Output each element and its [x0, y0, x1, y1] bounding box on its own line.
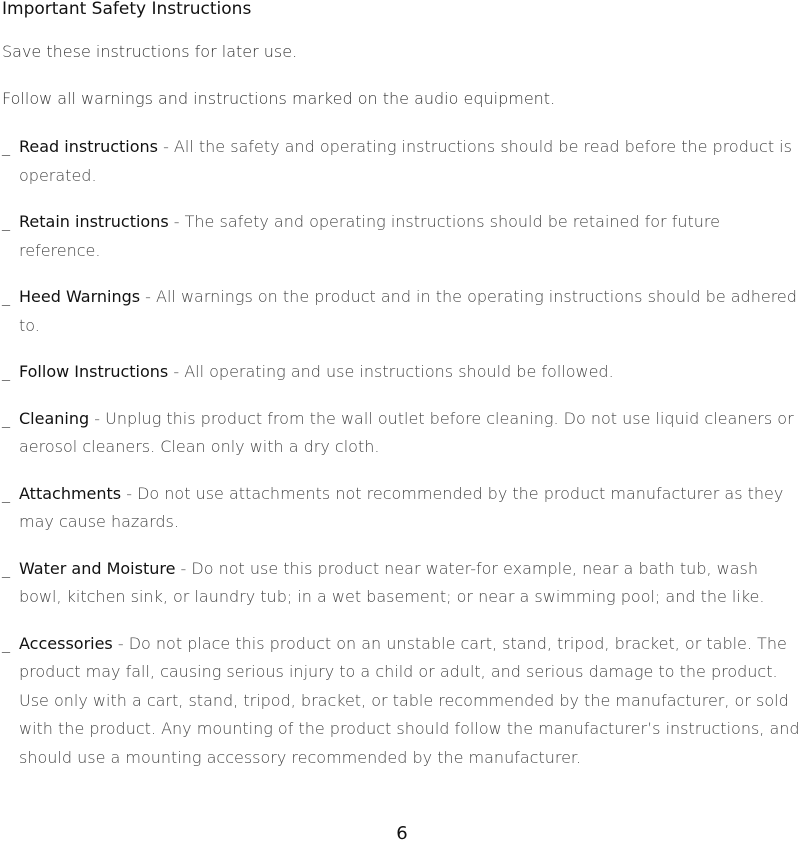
- item-description: - Unplug this product from the wall outlet before cleaning. Do not use liquid cleaners or aerosol cleaners. Clean only with a dry cloth.: [19, 408, 794, 456]
- bullet-marker: _: [2, 558, 10, 578]
- item-description: - All operating and use instructions should be followed.: [168, 362, 614, 381]
- list-item-retain-instructions: [0, 208, 804, 265]
- item-description: - Do not place this product on an unstable cart, stand, tripod, bracket, or table. The product may fall, causing serious injury to a child or adult, and serious damage to the product. Use only with a cart, stand, tripod, bracket, or table recommended by the manufacturer, or sold with the product. Any mounting of the product should follow the manufacturer’s instructions, and should use a mounting accessory recommended by the manufacturer.: [19, 633, 800, 767]
- list-item-accessories: [0, 630, 804, 773]
- item-description: - All the safety and operating instructions should be read before the product is operated.: [19, 137, 792, 185]
- list-item-read-instructions: [0, 133, 804, 190]
- item-term: Read instructions: [19, 137, 158, 156]
- item-term: Heed Warnings: [19, 287, 141, 306]
- page-title: Important Safety Instructions: [2, 0, 252, 19]
- intro-save-instructions: Save these instructions for later use.: [2, 42, 298, 61]
- list-item-heed-warnings: [0, 283, 804, 340]
- item-description: - All warnings on the product and in the operating instructions should be adhered to.: [19, 287, 797, 335]
- item-description: - Do not use attachments not recommended by the product manufacturer as they may cause hazards.: [19, 483, 784, 531]
- bullet-marker: _: [2, 137, 10, 156]
- item-description: - The safety and operating instructions should be retained for future reference.: [19, 212, 720, 260]
- item-term: Follow Instructions: [19, 362, 169, 381]
- list-item-cleaning: [0, 405, 804, 462]
- bullet-marker: _: [2, 212, 10, 231]
- safety-instructions-list: [0, 133, 804, 790]
- bullet-marker: _: [2, 633, 10, 653]
- intro-follow-warnings: Follow all warnings and instructions marked on the audio equipment.: [2, 89, 556, 108]
- bullet-marker: _: [2, 483, 10, 503]
- bullet-marker: _: [2, 287, 10, 306]
- page-number: 6: [396, 823, 408, 844]
- item-description: - Do not use this product near water-for example, near a bath tub, wash bowl, kitchen sink, or laundry tub; in a wet basement; or near a swimming pool; and the like.: [19, 558, 765, 606]
- item-term: Water and Moisture: [19, 558, 176, 578]
- bullet-marker: _: [2, 362, 10, 381]
- list-item-follow-instructions: [0, 358, 804, 387]
- item-term: Attachments: [19, 483, 122, 503]
- item-term: Accessories: [19, 633, 113, 653]
- list-item-water-and-moisture: [0, 555, 804, 612]
- item-term: Retain instructions: [19, 212, 169, 231]
- item-term: Cleaning: [19, 408, 90, 428]
- bullet-marker: _: [2, 408, 10, 428]
- list-item-attachments: [0, 480, 804, 537]
